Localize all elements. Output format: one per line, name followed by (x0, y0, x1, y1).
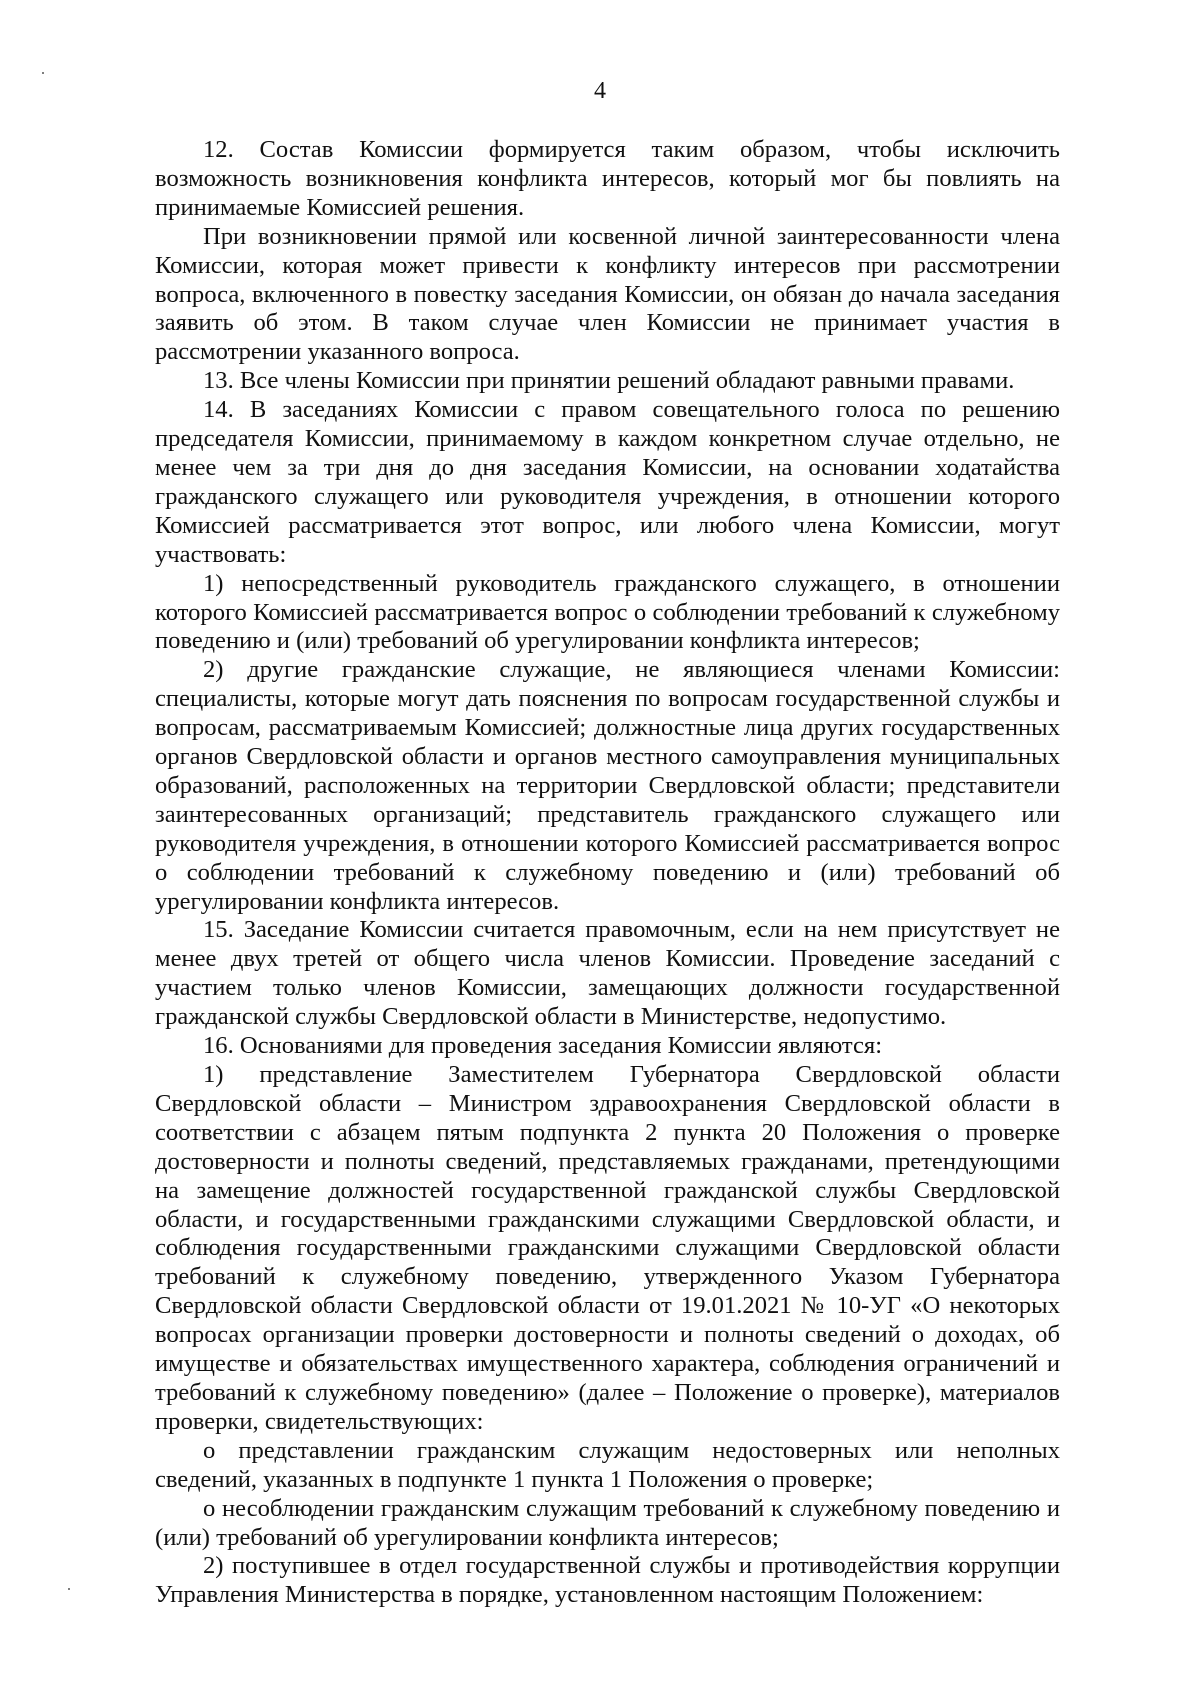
page-number: 4 (594, 78, 606, 104)
paragraph-15: 15. Заседание Комиссии считается правомочным, если на нем присутствует не менее двух третей от общего числа членов Комиссии. Проведение заседаний с участием только членов Комиссии, замещающих должности государственной гражданской службы Свердловской области в Министерстве, недопустимо. (155, 916, 1060, 1031)
paragraph-14-item-2: 2) другие гражданские служащие, не являющиеся членами Комиссии: специалисты, которые могут дать пояснения по вопросам государственной службы и вопросам, рассматриваемым Комиссией; должностные лица других государственных органов Свердловской области и органов местного самоуправления муниципальных образований, расположенных на территории Свердловской области; представители заинтересованных организаций; представитель гражданского служащего или руководителя учреждения, в отношении которого Комиссией рассматривается вопрос о соблюдении требований к служебному поведению и (или) требований об урегулировании конфликта интересов. (155, 656, 1060, 915)
scan-speck (68, 1588, 70, 1590)
paragraph-12: 12. Состав Комиссии формируется таким образом, чтобы исключить возможность возникновения конфликта интересов, который мог бы повлиять на принимаемые Комиссией решения. (155, 136, 1060, 221)
paragraph-16-item-1: 1) представление Заместителем Губернатора Свердловской области Свердловской области – Министром здравоохранения Свердловской области в соответствии с абзацем пятым подпункта 2 пункта 20 Положения о проверке достоверности и полноты сведений, представляемых гражданами, претендующими на замещение должностей государственной гражданской службы Свердловской области, и государственными гражданскими служащими Свердловской области, и соблюдения государственными гражданскими служащими Свердловской области требований к служебному поведению, утвержденного Указом Губернатора Свердловской области Свердловской области от 19.01.2021 № 10-УГ «О некоторых вопросах организации проверки достоверности и полноты сведений о доходах, об имуществе и обязательствах имущественного характера, соблюдения ограничений и требований к служебному поведению» (далее – Положение о проверке), материалов проверки, свидетельствующих: (155, 1061, 1060, 1435)
paragraph-16-item-1-bullet-a: о представлении гражданским служащим недостоверных или неполных сведений, указанных в подпункте 1 пункта 1 Положения о проверке; (155, 1436, 1060, 1493)
paragraph-12-conflict: При возникновении прямой или косвенной личной заинтересованности члена Комиссии, которая может привести к конфликту интересов при рассмотрении вопроса, включенного в повестку заседания Комиссии, он обязан до начала заседания заявить об этом. В таком случае член Комиссии не принимает участия в рассмотрении указанного вопроса. (155, 222, 1060, 366)
document-body (155, 136, 1060, 1610)
paragraph-14: 14. В заседаниях Комиссии с правом совещательного голоса по решению председателя Комиссии, принимаемому в каждом конкретном случае отдельно, не менее чем за три дня до дня заседания Комиссии, на основании ходатайства гражданского служащего или руководителя учреждения, в отношении которого Комиссией рассматривается этот вопрос, или любого члена Комиссии, могут участвовать: (155, 396, 1060, 568)
paragraph-14-item-1: 1) непосредственный руководитель гражданского служащего, в отношении которого Комиссией рассматривается вопрос о соблюдении требований к служебному поведению и (или) требований об урегулировании конфликта интересов; (155, 569, 1060, 655)
paragraph-16: 16. Основаниями для проведения заседания Комиссии являются: (203, 1032, 883, 1060)
paragraph-16-item-1-bullet-b: о несоблюдении гражданским служащим требований к служебному поведению и (или) требований об урегулировании конфликта интересов; (155, 1494, 1060, 1551)
scan-speck (42, 72, 44, 74)
paragraph-16-item-2: 2) поступившее в отдел государственной службы и противодействия коррупции Управления Министерства в порядке, установленном настоящим Положением: (155, 1552, 1060, 1609)
paragraph-13: 13. Все члены Комиссии при принятии решений обладают равными правами. (203, 367, 1015, 395)
